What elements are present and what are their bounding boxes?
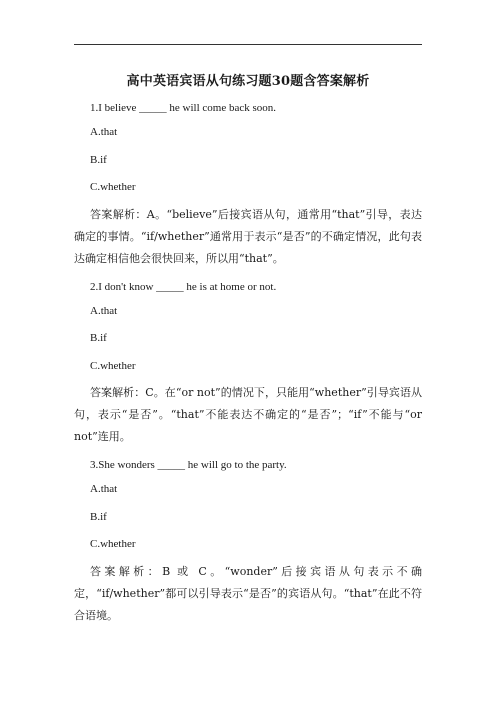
answer-explanation: 答案解析：A。“believe”后接宾语从句，通常用“that”引导，表达确定的事情。“if/whether”通常用于表示“是否”的不确定情况，此句表达确定相信他会很快回来，所以用“that”。: [74, 207, 422, 265]
question-block-3: [74, 454, 422, 627]
header-rule: [74, 44, 422, 45]
option-b: B.if: [90, 153, 107, 166]
option-b: B.if: [90, 510, 107, 523]
option-a: A.that: [90, 304, 118, 317]
question-text: 3.She wonders _____ he will go to the party.: [90, 459, 287, 471]
document-title: 高中英语宾语从句练习题30题含答案解析: [126, 74, 370, 89]
option-c: C.whether: [90, 181, 136, 193]
option-b: B.if: [90, 332, 107, 344]
question-block-2: [74, 276, 422, 449]
document-body: [74, 97, 422, 633]
answer-explanation: 答案解析：B 或 C。“wonder”后接宾语从句表示不确定，“if/whether”都可以引导表示“是否”的宾语从句。“that”在此不符合语境。: [74, 564, 422, 622]
question-text: 2.I don't know _____ he is at home or not.: [90, 280, 277, 293]
option-c: C.whether: [90, 359, 136, 372]
answer-explanation: 答案解析：C。在“or not”的情况下，只能用“whether”引导宾语从句，表示“是否”。“that”不能表达不确定的“是否”；“if”不能与“or not”连用。: [74, 386, 422, 443]
question-text: 1.I believe _____ he will come back soon.: [90, 102, 277, 114]
question-block-1: [74, 97, 422, 270]
option-c: C.whether: [90, 538, 136, 550]
option-a: A.that: [90, 483, 118, 495]
option-a: A.that: [90, 126, 118, 138]
